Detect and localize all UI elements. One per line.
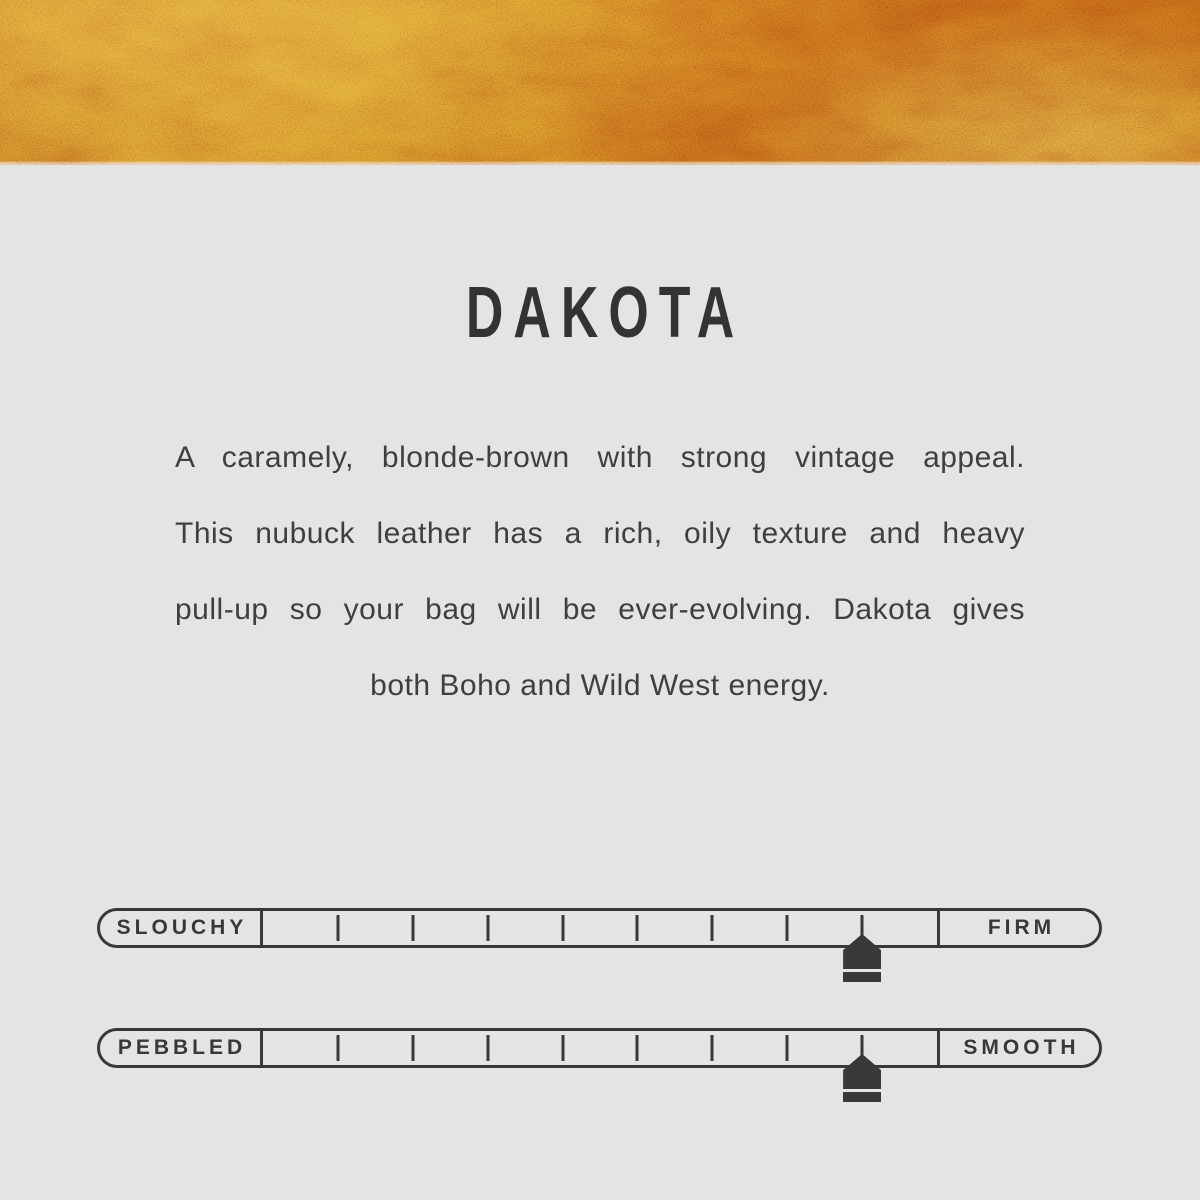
- slider-structure-scale: [97, 908, 1102, 948]
- page-title: DAKOTA: [465, 273, 745, 353]
- slider-texture: [97, 1028, 1102, 1068]
- tick-mark: [561, 915, 564, 941]
- slider-structure-left-label: SLOUCHY: [116, 916, 248, 939]
- tick-mark: [636, 915, 639, 941]
- description-line: This nubuck leather has a rich, oily texture and heavy: [175, 517, 1025, 550]
- leather-photo: [0, 0, 1200, 165]
- tick-mark: [786, 1035, 789, 1061]
- leather-grain-texture: [0, 0, 1200, 165]
- marker-pointer-icon: [843, 934, 881, 969]
- tick-mark: [411, 915, 414, 941]
- slider-structure-right-label: FIRM: [987, 916, 1056, 939]
- description-line: pull-up so your bag will be ever-evolving. Dakota gives: [175, 593, 1025, 626]
- tick-mark: [561, 1035, 564, 1061]
- slider-structure-track: [260, 911, 940, 945]
- tick-mark: [786, 915, 789, 941]
- tick-mark: [711, 1035, 714, 1061]
- slider-texture-track: [260, 1031, 940, 1065]
- slider-marker[interactable]: [843, 1031, 881, 1105]
- tick-mark: [711, 915, 714, 941]
- tick-mark: [486, 915, 489, 941]
- description-line: both Boho and Wild West energy.: [370, 669, 830, 702]
- slider-structure: [97, 908, 1102, 948]
- slider-texture-scale: [97, 1028, 1102, 1068]
- slider-marker[interactable]: [843, 911, 881, 985]
- description-line: A caramely, blonde-brown with strong vintage appeal.: [175, 441, 1025, 474]
- slider-texture-left-label: PEBBLED: [117, 1036, 247, 1059]
- description: [175, 420, 1025, 724]
- tick-mark: [411, 1035, 414, 1061]
- marker-pointer-icon: [843, 1054, 881, 1089]
- marker-base-icon: [843, 1092, 881, 1102]
- marker-base-icon: [843, 972, 881, 982]
- slider-texture-right-label: SMOOTH: [963, 1036, 1080, 1059]
- tick-mark: [336, 915, 339, 941]
- tick-mark: [486, 1035, 489, 1061]
- tick-mark: [336, 1035, 339, 1061]
- tick-mark: [636, 1035, 639, 1061]
